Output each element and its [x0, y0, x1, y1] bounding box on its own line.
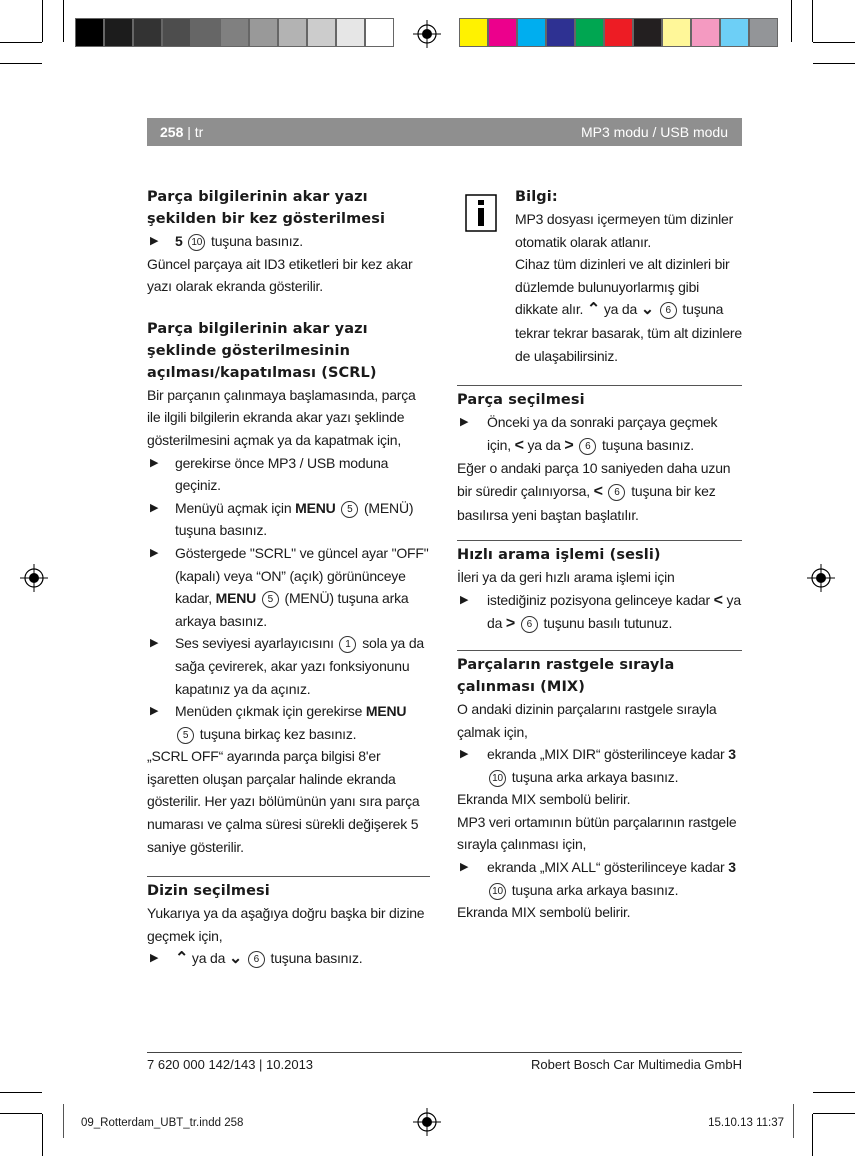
crop-mark — [813, 1113, 855, 1114]
crop-mark — [813, 63, 855, 64]
crop-mark — [0, 63, 42, 64]
color-bar — [459, 18, 778, 47]
step: ▶ ⌃ ya da ⌄ 6 tuşuna basınız. — [150, 950, 363, 968]
page-footer — [147, 1052, 742, 1072]
paragraph: Ekranda MIX sembolü belirir. — [457, 904, 631, 921]
paragraph: MP3 dosyası içermeyen tüm dizinler otomatik olarak atlanır. — [515, 211, 734, 250]
color-swatch — [459, 18, 488, 47]
heading-mix: Parçaların rastgele sırayla çalınması (MIX) — [457, 656, 675, 695]
print-slug — [63, 1104, 792, 1138]
slug-file: 09_Rotterdam_UBT_tr.indd 258 — [81, 1117, 244, 1129]
page-header — [147, 118, 742, 146]
step: ▶ istediğiniz pozisyona gelinceye kadar < ya da > 6 tuşunu basılı tutunuz. — [460, 591, 741, 633]
color-swatch — [546, 18, 575, 47]
step: ▶ gerekirse önce MP3 / USB moduna geçiniz. — [150, 454, 389, 494]
section-title: MP3 modu / USB modu — [580, 124, 728, 140]
crop-mark — [63, 0, 64, 42]
doc-number: 7 620 000 142/143 | 10.2013 — [147, 1057, 314, 1072]
color-swatch — [633, 18, 662, 47]
color-swatch — [278, 18, 307, 47]
paragraph: Cihaz tüm dizinleri ve alt dizinleri bir düzlemde bulunuyorlarmış gibi dikkate alır. ⌃ ya da ⌄ 6 tuşuna tekrar tekrar basarak, tüm alt dizinlere de ulaşabilirsiniz. — [515, 256, 742, 364]
company-name: Robert Bosch Car Multimedia GmbH — [531, 1057, 742, 1072]
registration-mark-icon — [807, 564, 835, 592]
color-swatch — [720, 18, 749, 47]
slug-date: 15.10.13 11:37 — [708, 1117, 784, 1129]
registration-mark-icon — [413, 20, 441, 48]
paragraph: Ekranda MIX sembolü belirir. — [457, 791, 631, 808]
step: ▶ Önceki ya da sonraki parçaya geçmek için, < ya da > 6 tuşuna basınız. — [460, 414, 718, 454]
heading-scroll-once: Parça bilgilerinin akar yazı şekilden bir kez gösterilmesi — [147, 189, 386, 227]
color-swatch — [662, 18, 691, 47]
color-swatch — [575, 18, 604, 47]
color-swatch — [307, 18, 336, 47]
registration-mark-icon — [20, 564, 48, 592]
grayscale-bar — [75, 18, 394, 47]
paragraph: „SCRL OFF“ ayarında parça bilgisi 8'er işaretten oluşan parçalar halinde ekranda gösterilir. Her yazı bölümünün yanı sıra parça numarası ve çalma süresi sürekli değişerek 5 saniye gösterilir. — [147, 748, 420, 855]
color-swatch — [365, 18, 394, 47]
down-arrow-icon: ⌄ — [228, 950, 243, 968]
color-swatch — [133, 18, 162, 47]
color-swatch — [517, 18, 546, 47]
paragraph: MP3 veri ortamının bütün parçalarının rastgele sırayla çalınması için, — [457, 813, 737, 853]
color-swatch — [604, 18, 633, 47]
color-swatch — [749, 18, 778, 47]
step: ▶ ekranda „MIX ALL“ gösterilinceye kadar 3 10 tuşuna arka arkaya basınız. — [460, 859, 736, 898]
color-swatch — [249, 18, 278, 47]
crop-mark — [812, 1114, 813, 1156]
page-number: 258 | tr — [160, 124, 204, 140]
left-arrow-icon: < — [514, 436, 524, 454]
crop-mark — [791, 0, 792, 42]
crop-mark — [813, 42, 855, 43]
color-swatch — [336, 18, 365, 47]
crop-mark — [42, 1114, 43, 1156]
step: ▶ ekranda „MIX DIR“ gösterilinceye kadar 3 10 tuşuna arka arkaya basınız. — [460, 746, 736, 785]
color-swatch — [488, 18, 517, 47]
crop-mark — [0, 1113, 42, 1114]
step: ▶ Ses seviyesi ayarlayıcısını 1 sola ya da sağa çevirerek, akar yazı fonksiyonunu kapatınız ya da açınız. — [150, 635, 425, 697]
paragraph: İleri ya da geri hızlı arama işlemi için — [457, 569, 675, 586]
up-arrow-icon: ⌃ — [175, 950, 189, 968]
heading-directory: Dizin seçilmesi — [147, 883, 270, 900]
color-swatch — [220, 18, 249, 47]
crop-mark — [0, 42, 42, 43]
right-arrow-icon: > — [564, 436, 574, 454]
paragraph: Eğer o andaki parça 10 saniyeden daha uzun bir süredir çalınıyorsa, < 6 tuşuna bir kez basılırsa yeni baştan başlatılır. — [457, 460, 731, 523]
step: ▶ Göstergede "SCRL" ve güncel ayar "OFF" (kapalı) veya “ON” (açık) görününceye kadar, MENU 5 (MENÜ) tuşuna arka arkaya basınız. — [150, 544, 429, 629]
crop-mark — [0, 1092, 42, 1093]
info-icon — [465, 194, 497, 232]
heading-track-select: Parça seçilmesi — [457, 392, 585, 409]
paragraph: Güncel parçaya ait ID3 etiketleri bir kez akar yazı olarak ekranda gösterilir. — [147, 255, 413, 295]
color-swatch — [162, 18, 191, 47]
heading-fast-search: Hızlı arama işlemi (sesli) — [457, 547, 661, 564]
crop-mark — [813, 1092, 855, 1093]
paragraph: Yukarıya ya da aşağıya doğru başka bir dizine geçmek için, — [147, 905, 425, 944]
color-swatch — [691, 18, 720, 47]
step: ▶ Menüden çıkmak için gerekirse MENU 5 tuşuna birkaç kez basınız. — [150, 703, 407, 742]
color-swatch — [104, 18, 133, 47]
info-label: Bilgi: — [515, 189, 558, 205]
info-box — [457, 186, 742, 367]
color-swatch — [75, 18, 104, 47]
color-swatch — [191, 18, 220, 47]
right-column — [457, 186, 742, 924]
crop-mark — [812, 0, 813, 42]
step: ▶ Menüyü açmak için MENU 5 (MENÜ) tuşuna basınız. — [150, 499, 414, 539]
crop-mark — [42, 0, 43, 42]
heading-scrl: Parça bilgilerinin akar yazı şeklinde gösterilmesinin açılması/kapatılması (SCRL) — [147, 320, 377, 381]
step: ▶ 5 10 tuşuna basınız. — [150, 233, 303, 249]
left-column — [147, 186, 430, 971]
paragraph: Bir parçanın çalınmaya başlamasında, parça ile ilgili bilgilerin ekranda akar yazı şeklinde gösterilmesini açmak ya da kapatmak için, — [147, 386, 416, 448]
paragraph: O andaki dizinin parçalarını rastgele sırayla çalmak için, — [457, 700, 717, 740]
